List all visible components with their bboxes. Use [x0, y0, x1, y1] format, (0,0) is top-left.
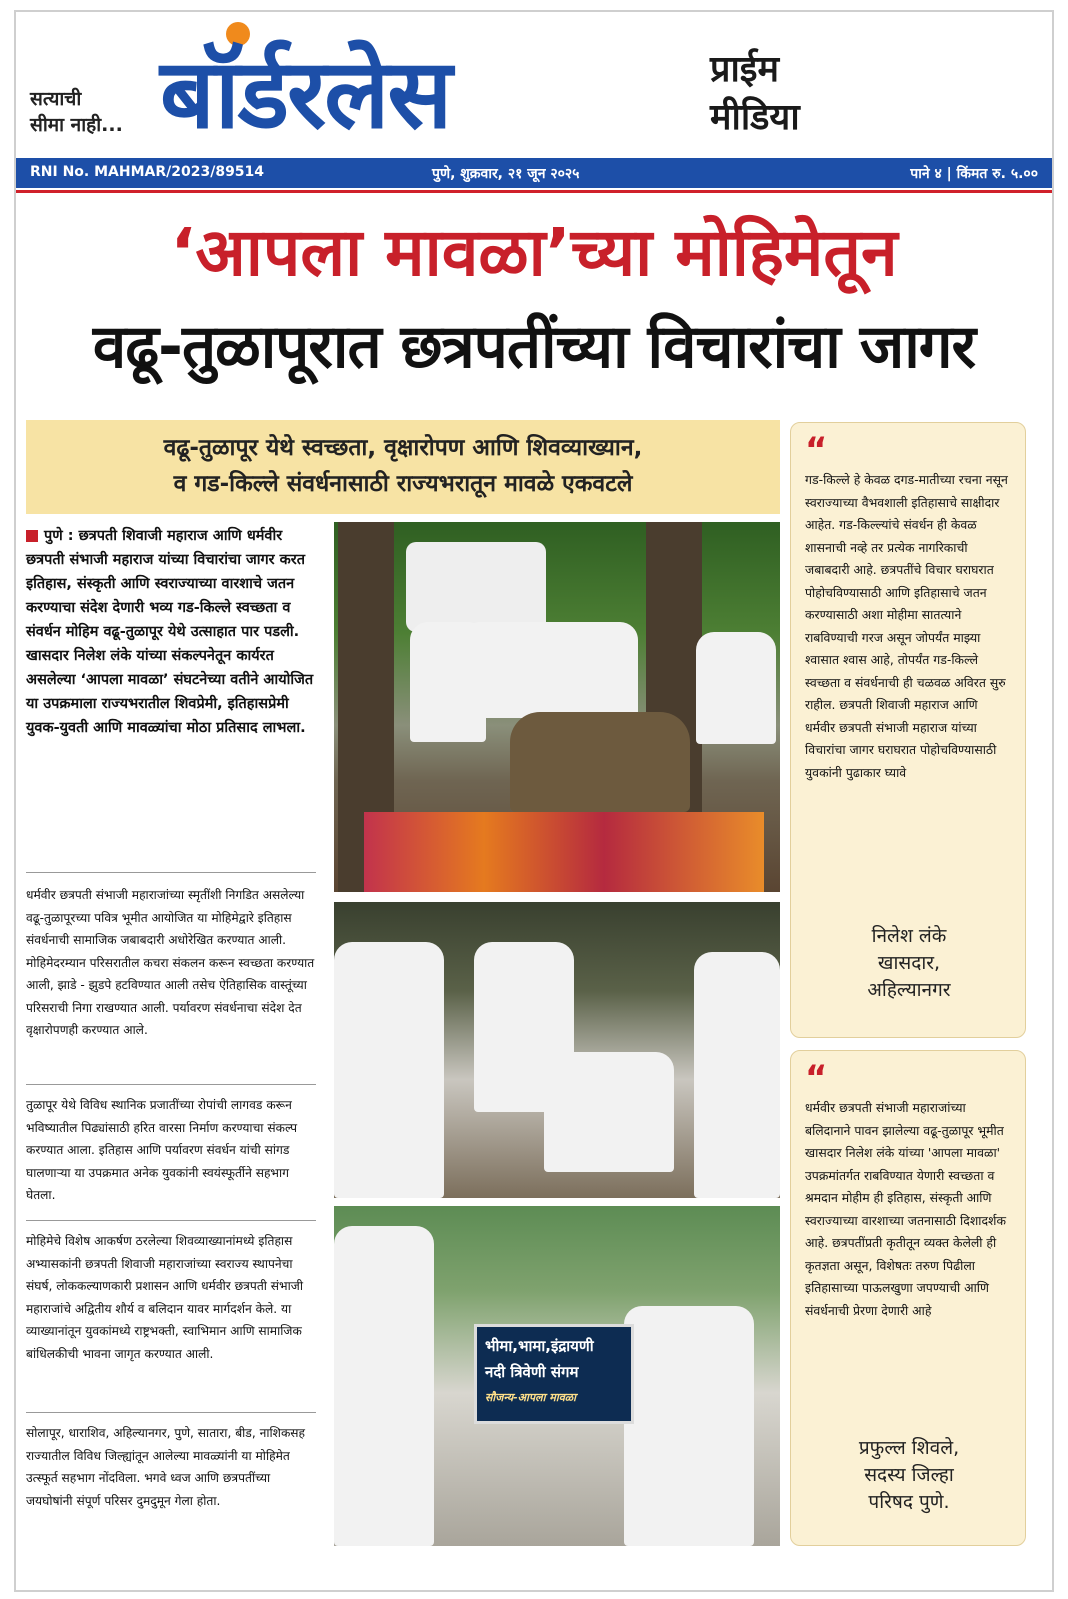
subheadline-line-2: व गड-किल्ले संवर्धनासाठी राज्यभरातून मावळे एकवटले — [173, 471, 633, 497]
photo-signboard — [474, 1324, 634, 1424]
photo-person-group — [462, 622, 638, 718]
photo-person — [334, 1226, 434, 1546]
signboard-credit: सौजन्य-आपला मावळा — [485, 1391, 577, 1404]
signature-place: परिषद पुणे. — [868, 1491, 950, 1513]
masthead-logo — [160, 20, 690, 152]
signature-title: सदस्य जिल्हा — [864, 1464, 954, 1486]
quote-signature-1 — [791, 923, 1027, 1004]
dateline-rule — [16, 190, 1052, 193]
tagline-line-2: सीमा नाही... — [30, 114, 123, 136]
column-divider — [26, 1412, 316, 1413]
article-paragraph-1: धर्मवीर छत्रपती संभाजी महाराजांच्या स्मृतींशी निगडित असलेल्या वढू-तुळापूरच्या पवित्र भूमीत आयोजित या मोहिमेद्वारे इतिहास संवर्धनाची सामाजिक जबाबदारी अधोरेखित करण्यात आली. मोहिमेदरम्यान परिसरातील कचरा संकलन करून स्वच्छता करण्यात आली, झाडे - झुडपे हटविण्यात आली तसेच ऐतिहासिक वास्तूंच्या परिसराची निगा राखण्यात आली. पर्यावरण संवर्धनाचा संदेश देत वृक्षारोपणही करण्यात आले. — [26, 888, 315, 1037]
photo-triveni-sangam — [334, 1206, 780, 1546]
masthead-tagline — [30, 86, 150, 138]
column-divider — [26, 1220, 316, 1221]
signboard-line-2: नदी त्रिवेणी संगम — [485, 1363, 579, 1381]
article-place: पुणे : — [44, 528, 74, 544]
masthead-side-text — [710, 46, 800, 142]
tagline-line-1: सत्याची — [30, 88, 82, 110]
photo-flower-rangoli — [364, 812, 764, 892]
side-text-line-2: मीडिया — [710, 97, 800, 138]
photo-person — [694, 952, 780, 1198]
side-text-line-1: प्राईम — [710, 49, 780, 90]
photo-person — [624, 1306, 754, 1546]
quote-mark-icon: “ — [805, 1058, 828, 1098]
photo-person — [334, 942, 444, 1198]
headline-line-2: वढू-तुळापूरात छत्रपतींच्या विचारांचा जागर — [92, 312, 976, 382]
photo-person — [696, 632, 776, 744]
subheadline-line-1: वढू-तुळापूर येथे स्वच्छता, वृक्षारोपण आणि शिवव्याख्यान, — [163, 435, 643, 461]
photo-plaque — [406, 542, 546, 632]
photo-tree-plantation — [334, 902, 780, 1198]
signature-name: निलेश लंके — [871, 925, 947, 947]
headline-line-1: ‘आपला मावळा’च्या मोहिमेतून — [170, 214, 898, 291]
article-paragraph-2: तुळापूर येथे विविध स्थानिक प्रजातींच्या रोपांची लागवड करून भविष्यातील पिढ्यांसाठी हरित वारसा निर्माण करण्याचा संकल्प करण्यात आला. इतिहास आणि पर्यावरण संवर्धन यांची सांगड घालणाऱ्या या उपक्रमात अनेक युवकांनी स्वयंस्फूर्तीने सहभाग घेतला. — [26, 1098, 298, 1202]
photo-person-planting — [544, 1052, 674, 1172]
article-paragraph-3: मोहिमेचे विशेष आकर्षण ठरलेल्या शिवव्याख्यानांमध्ये इतिहास अभ्यासकांनी छत्रपती शिवाजी महाराजांच्या स्वराज्य स्थापनेचा संघर्ष, लोककल्याणकारी प्रशासन आणि धर्मवीर छत्रपती संभाजी महाराजांचे अद्वितीय शौर्य व बलिदान यावर मार्गदर्शन केले. या व्याख्यानांतून युवकांमध्ये राष्ट्रभक्ती, स्वाभिमान आणि सामाजिक बांधिलकीची भावना जागृत करण्यात आली. — [26, 1234, 303, 1361]
bullet-square-icon — [26, 530, 38, 542]
dateline-bar — [16, 158, 1052, 188]
rni-number: RNI No. MAHMAR/2023/89514 — [30, 164, 265, 180]
subheadline-box — [26, 420, 780, 514]
quote-text-2: धर्मवीर छत्रपती संभाजी महाराजांच्या बलिदानाने पावन झालेल्या वढू-तुळापूर भूमीत खासदार निलेश लंके यांच्या 'आपला मावळा' उपक्रमांतर्गत राबविण्यात येणारी स्वच्छता व श्रमदान मोहीम ही इतिहास, संस्कृती आणि स्वराज्याच्या वारशाच्या जतनासाठी दिशादर्शक आहे. छत्रपतींप्रती कृतीतून व्यक्त केलेली ही कृतज्ञता असून, विशेषतः तरुण पिढीला इतिहासाच्या पाऊलखुणा जपण्याची आणि संवर्धनाची प्रेरणा देणारी आहे — [805, 1100, 1006, 1318]
logo-word: बॉर्डरलेस — [160, 38, 451, 150]
quote-text-1: गड-किल्ले हे केवळ दगड-मातीच्या रचना नसून स्वराज्याच्या वैभवशाली इतिहासाचे साक्षीदार आहेत. गड-किल्ल्यांचे संवर्धन ही केवळ शासनाची नव्हे तर प्रत्येक नागरिकाची जबाबदारी आहे. छत्रपतींचे विचार घराघरात पोहोचविण्यासाठी आणि इतिहासाचे जतन करण्यासाठी अशा मोहीमा सातत्याने राबविण्याची गरज असून जोपर्यंत माझ्या श्वासात श्वास आहे, तोपर्यंत गड-किल्ले स्वच्छता व संवर्धनाची ही चळवळ अविरत सुरु राहील. छत्रपती शिवाजी महाराज आणि धर्मवीर छत्रपती संभाजी महाराज यांच्या विचारांचा जागर घराघरात पोहोचविण्यासाठी युवकांनी पुढाकार घ्यावे — [805, 472, 1008, 780]
signboard-line-1: भीमा,भामा,इंद्रायणी — [485, 1337, 594, 1355]
photo-samadhi — [510, 712, 690, 812]
column-divider — [26, 1084, 316, 1085]
signature-name: प्रफुल्ल शिवले, — [858, 1437, 960, 1459]
article-lead — [26, 524, 316, 740]
page-price: पाने ४ | किंमत रु. ५.०० — [910, 166, 1038, 182]
article-lead-text: छत्रपती शिवाजी महाराज आणि धर्मवीर छत्रपती संभाजी महाराज यांच्या विचारांचा जागर करत इतिहास, संस्कृती आणि स्वराज्याच्या वारशाचे जतन करण्याचा संदेश देणारी भव्य गड-किल्ले स्वच्छता व संवर्धन मोहिम वढू-तुळापूर येथे उत्साहात पार पडली. खासदार निलेश लंके यांच्या संकल्पनेतून कार्यरत असलेल्या ‘आपला मावळा’ संघटनेच्या वतीने आयोजित या उपक्रमाला राज्यभरातील शिवप्रेमी, इतिहासप्रेमी युवक-युवती आणि मावळ्यांचा मोठा प्रतिसाद लाभला. — [26, 528, 314, 736]
signature-place: अहिल्यानगर — [867, 979, 951, 1001]
dateline: पुणे, शुक्रवार, २१ जून २०२५ — [432, 166, 580, 182]
column-divider — [26, 872, 316, 873]
photo-memorial-tribute — [334, 522, 780, 892]
quote-box-2 — [790, 1050, 1026, 1546]
quote-mark-icon: “ — [805, 430, 828, 470]
quote-box-1 — [790, 422, 1026, 1038]
signature-title: खासदार, — [877, 952, 941, 974]
article-paragraph-4: सोलापूर, धाराशिव, अहिल्यानगर, पुणे, सातारा, बीड, नाशिकसह राज्यातील विविध जिल्ह्यांतून आलेल्या मावळ्यांनी या मोहिमेत उत्स्फूर्त सहभाग नोंदविला. भगवे ध्वज आणि छत्रपतींच्या जयघोषांनी संपूर्ण परिसर दुमदुमून गेला होता. — [26, 1426, 306, 1508]
quote-signature-2 — [791, 1435, 1027, 1516]
